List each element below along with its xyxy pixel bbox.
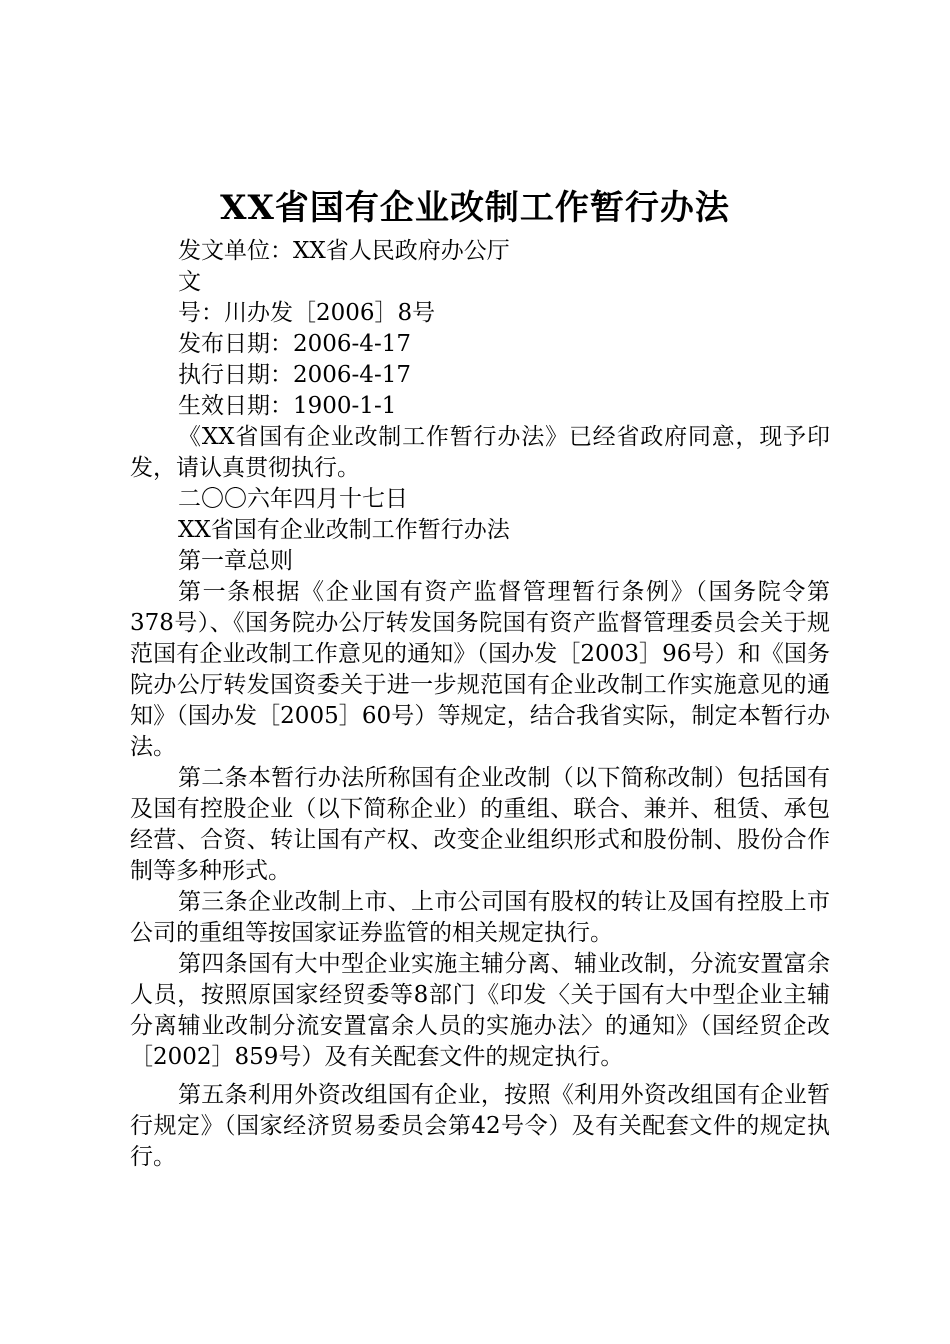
date-line: 二〇〇六年四月十七日 bbox=[178, 486, 408, 512]
notice-paragraph: 《XX省国有企业改制工作暂行办法》已经省政府同意，现予印发，请认真贯彻执行。 bbox=[130, 424, 830, 481]
article-2: 第二条本暂行办法所称国有企业改制（以下简称改制）包括国有及国有控股企业（以下简称企业）的重组、联合、兼并、租赁、承包经营、合资、转让国有产权、改变企业组织形式和股份制、股份合作制等多种形式。 bbox=[130, 765, 830, 884]
doc-number-label: 文 bbox=[178, 269, 201, 295]
chapter-heading: 第一章总则 bbox=[178, 548, 293, 574]
doc-number-line: 号：川办发［2006］8号 bbox=[178, 300, 436, 326]
document-body bbox=[130, 236, 830, 1173]
exec-date-line: 执行日期：2006-4-17 bbox=[178, 362, 411, 388]
article-3: 第三条企业改制上市、上市公司国有股权的转让及国有控股上市公司的重组等按国家证券监管的相关规定执行。 bbox=[130, 889, 830, 946]
subtitle-line: XX省国有企业改制工作暂行办法 bbox=[178, 517, 510, 543]
document-title: XX省国有企业改制工作暂行办法 bbox=[220, 188, 730, 228]
article-1: 第一条根据《企业国有资产监督管理暂行条例》（国务院令第378号）、《国务院办公厅转发国务院国有资产监督管理委员会关于规范国有企业改制工作意见的通知》（国办发［2003］96号）和《国务院办公厅转发国资委关于进一步规范国有企业改制工作实施意见的通知》（国办发［2005］60号）等规定，结合我省实际，制定本暂行办法。 bbox=[130, 579, 830, 760]
article-4: 第四条国有大中型企业实施主辅分离、辅业改制，分流安置富余人员，按照原国家经贸委等8部门《印发〈关于国有大中型企业主辅分离辅业改制分流安置富余人员的实施办法〉的通知》（国经贸企改［2002］859号）及有关配套文件的规定执行。 bbox=[130, 951, 830, 1070]
publish-date-line: 发布日期：2006-4-17 bbox=[178, 331, 411, 357]
issuer-line: 发文单位：XX省人民政府办公厅 bbox=[178, 238, 510, 264]
article-5: 第五条利用外资改组国有企业，按照《利用外资改组国有企业暂行规定》（国家经济贸易委员会第42号令）及有关配套文件的规定执行。 bbox=[130, 1082, 830, 1170]
effective-date-line: 生效日期：1900-1-1 bbox=[178, 393, 397, 419]
